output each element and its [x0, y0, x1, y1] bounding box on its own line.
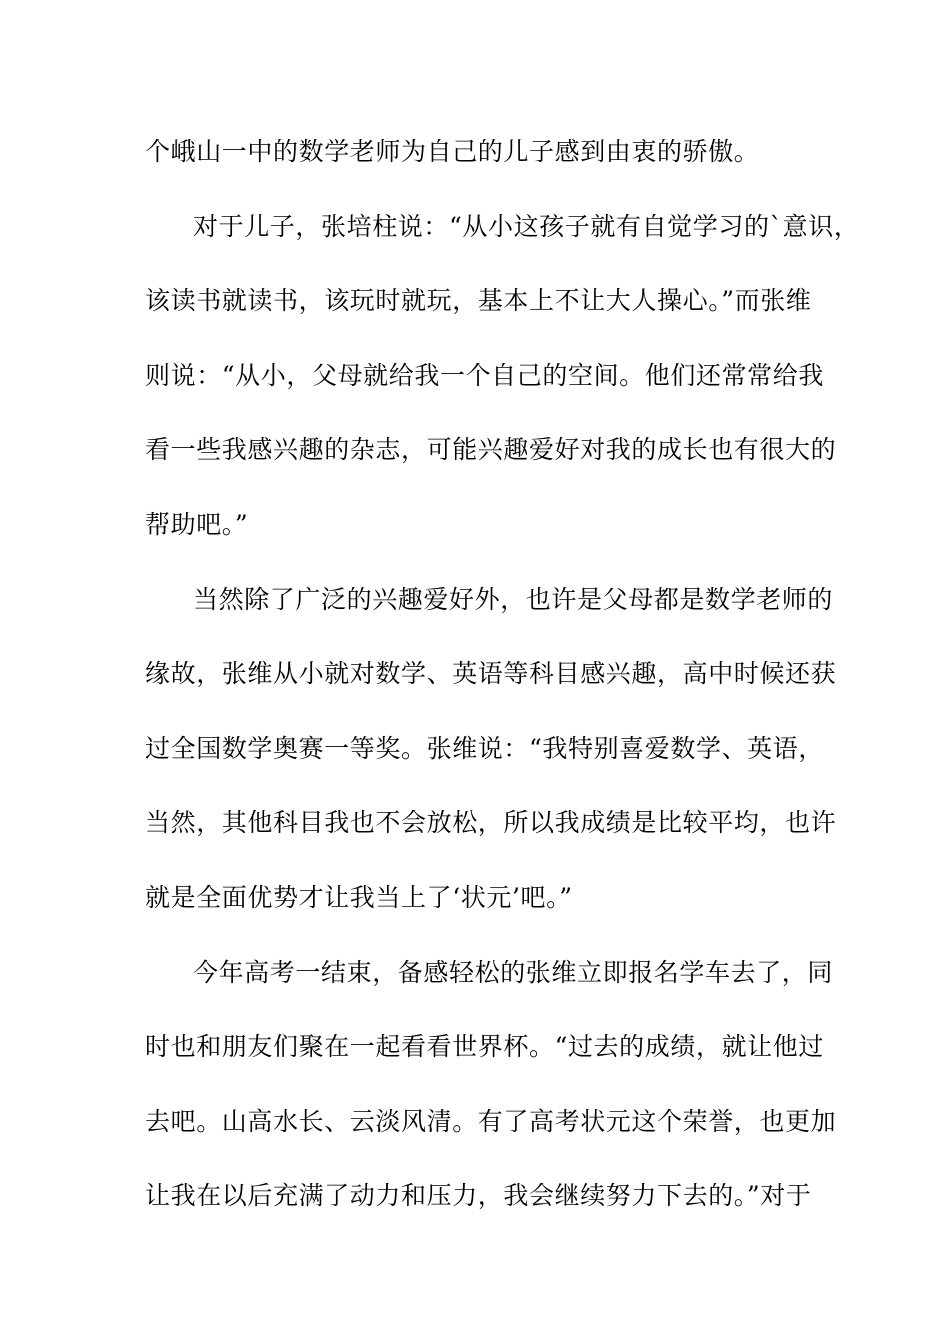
text-line: 时也和朋友们聚在一起看看世界杯。“过去的成绩，就让他过 — [145, 1032, 824, 1061]
paragraph-start-line: 今年高考一结束，备感轻松的张维立即报名学车去了，同 — [193, 958, 834, 987]
text-line: 该读书就读书，该玩时就玩，基本上不让大人操心。”而张维 — [145, 286, 812, 315]
text-line: 个峨山一中的数学老师为自己的儿子感到由衷的骄傲。 — [145, 137, 760, 166]
text-line: 帮助吧。” — [145, 510, 249, 539]
text-line: 则说：“从小，父母就给我一个自己的空间。他们还常常给我 — [145, 361, 824, 390]
text-line: 去吧。山高水长、云淡风清。有了高考状元这个荣誉，也更加 — [145, 1107, 837, 1136]
text-line: 看一些我感兴趣的杂志，可能兴趣爱好对我的成长也有很大的 — [145, 435, 837, 464]
text-line: 让我在以后充满了动力和压力，我会继续努力下去的。”对于 — [145, 1181, 812, 1210]
paragraph-start-line: 当然除了广泛的兴趣爱好外，也许是父母都是数学老师的 — [193, 585, 834, 614]
paragraph-start-line: 对于儿子，张培柱说：“从小这孩子就有自觉学习的`意识， — [193, 212, 860, 241]
text-line: 过全国数学奥赛一等奖。张维说：“我特别喜爱数学、英语， — [145, 734, 824, 763]
text-line: 缘故，张维从小就对数学、英语等科目感兴趣，高中时候还获 — [145, 659, 837, 688]
text-line: 就是全面优势才让我当上了‘状元’吧。” — [145, 883, 573, 912]
text-line: 当然，其他科目我也不会放松，所以我成绩是比较平均，也许 — [145, 808, 837, 837]
